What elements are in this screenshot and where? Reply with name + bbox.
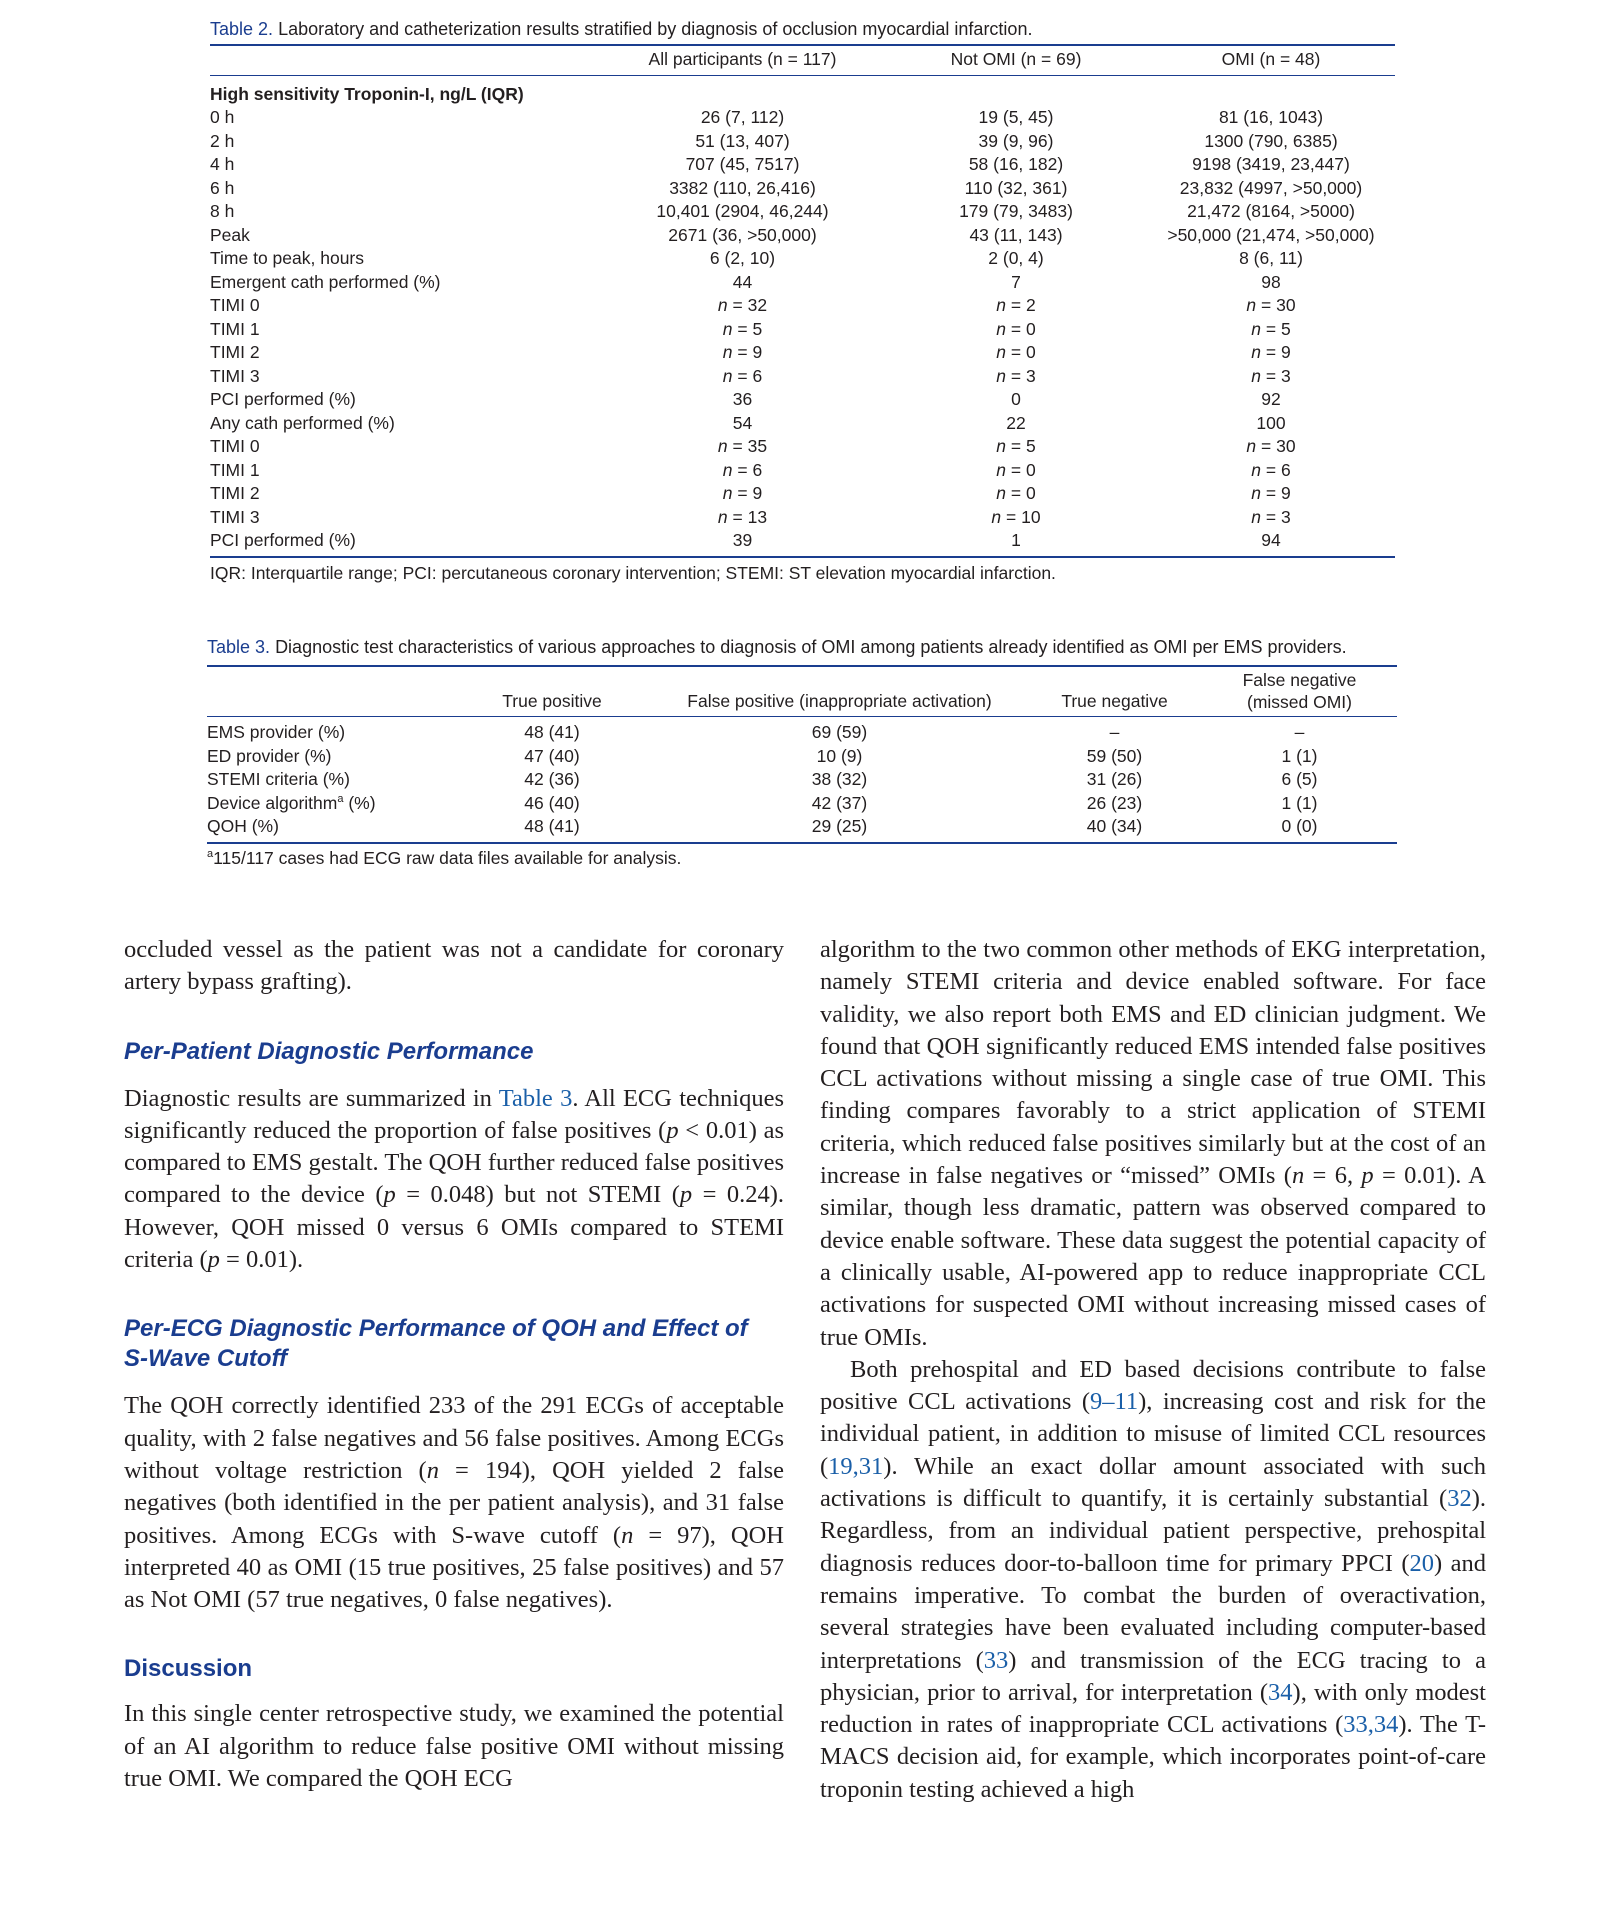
- text-run: ), increasing cost and risk for the individual patient, in addition to misuse of limited CCL resources (: [820, 1388, 1486, 1480]
- table2-cell: 98: [1261, 271, 1281, 292]
- table2-cell: 23,832 (4997, >50,000): [1179, 177, 1363, 198]
- table2-row: [210, 412, 1395, 436]
- table3-cell: 38 (32): [811, 769, 868, 789]
- table2-section-title: High sensitivity Troponin-I, ng/L (IQR): [210, 83, 524, 104]
- right-paragraph-2: [820, 1354, 1486, 1806]
- table2-cell: n = 3: [1251, 365, 1291, 386]
- table2-cell: 2 (0, 4): [988, 248, 1044, 268]
- table2-row: [210, 318, 1395, 342]
- table3-row-label-suffix: (%): [343, 792, 376, 813]
- table2-cell: n = 32: [717, 295, 768, 315]
- table2-cell: 92: [1261, 389, 1281, 409]
- table2-caption-text: Laboratory and catheterization results stratified by diagnosis of occlusion myocardial infarction.: [278, 19, 1033, 39]
- text-run: < 0.01) as compared to EMS gestalt. The QOH further reduced false positives compared to the device (: [124, 1116, 784, 1209]
- citation-link[interactable]: 19,31: [828, 1452, 884, 1480]
- table2-cell: n = 2: [996, 295, 1036, 315]
- table3-cell: 69 (59): [811, 722, 868, 742]
- table2-row: [210, 130, 1395, 154]
- text-run: = 0.01).: [219, 1246, 304, 1274]
- table2-cell: n = 30: [1246, 295, 1296, 315]
- table3-caption: [207, 636, 1397, 659]
- table2-row: [210, 459, 1395, 483]
- table3-cell: 46 (40): [524, 792, 580, 813]
- table2-row-label: 2 h: [210, 130, 235, 151]
- citation-link[interactable]: 34: [1268, 1678, 1293, 1706]
- table2-cell: 36: [732, 389, 753, 409]
- citation-link[interactable]: 33,34: [1343, 1711, 1399, 1739]
- table3-row: [207, 815, 1397, 842]
- table3-cell: 1 (1): [1281, 792, 1318, 813]
- table3-caption-text: Diagnostic test characteristics of various approaches to diagnosis of OMI among patients already identified as OMI per EMS providers.: [275, 637, 1347, 657]
- table2-cell: n = 3: [996, 365, 1036, 386]
- text-run: ) and transmission of the ECG tracing to a physician, prior to arrival, for interpretation (: [820, 1646, 1486, 1706]
- table2-row: [210, 435, 1395, 459]
- table3-row: [207, 792, 1397, 816]
- table2-cell: 54: [732, 412, 753, 433]
- table3-header-false-negative-line2: (missed OMI): [1247, 692, 1352, 712]
- table2-cell: 3382 (110, 26,416): [669, 177, 816, 198]
- table3-cell: 59 (50): [1086, 745, 1143, 766]
- table2-row: [210, 271, 1395, 295]
- table2-cell: 94: [1261, 530, 1281, 550]
- table3-footnote: [207, 842, 1397, 870]
- table2-row: [210, 177, 1395, 201]
- table2-row-label: Peak: [210, 224, 250, 245]
- var-n: n: [1291, 1162, 1305, 1190]
- table3-footnote-ref: a: [337, 792, 344, 805]
- table2-cell: n = 5: [1251, 318, 1291, 339]
- table2-cell: 44: [732, 271, 753, 292]
- table2-header-all: All participants (n = 117): [600, 45, 885, 75]
- table2-row-label: TIMI 0: [210, 436, 260, 456]
- table2-caption: [210, 18, 1395, 41]
- table2-cell: n = 13: [717, 506, 768, 527]
- table2-cell: 9198 (3419, 23,447): [1192, 154, 1350, 174]
- table2-cell: 110 (32, 361): [964, 177, 1068, 198]
- table2-row: [210, 247, 1395, 271]
- text-run: = 194), QOH yielded 2 false negatives (both identified in the per patient analysis), and 31 false positives. Among ECGs with S-wave cutoff (: [124, 1456, 784, 1549]
- table3-row-label: ED provider (%): [207, 745, 332, 766]
- var-p: p: [383, 1181, 396, 1209]
- table2-row-label: Emergent cath performed (%): [210, 271, 441, 292]
- left-column: [124, 934, 784, 1795]
- table3-label: Table 3.: [207, 637, 271, 657]
- table2-cell: n = 0: [996, 483, 1036, 503]
- table3-row: [207, 745, 1397, 769]
- table2-row-label: Any cath performed (%): [210, 412, 395, 433]
- table2-cell: 21,472 (8164, >5000): [1187, 201, 1355, 221]
- table2-row: [210, 200, 1395, 224]
- table3-header-true-negative: True negative: [1027, 666, 1202, 717]
- table2-row-label: 6 h: [210, 177, 235, 198]
- table2-cell: n = 10: [991, 506, 1041, 527]
- table3-row-label: [207, 792, 452, 816]
- left-paragraph-2: [124, 1390, 784, 1616]
- table2-cell: 1300 (790, 6385): [1204, 130, 1338, 151]
- table2-cell: 19 (5, 45): [978, 107, 1054, 127]
- table2-cell: n = 9: [1251, 342, 1291, 362]
- table3-cell: 6 (5): [1281, 769, 1318, 789]
- var-p: p: [679, 1181, 693, 1209]
- text-run: ), with only modest reduction in rates of inappropriate CCL activations (: [820, 1678, 1486, 1739]
- table2-cell: 0: [1011, 389, 1021, 409]
- table3-grid: [207, 665, 1397, 842]
- right-paragraph-1: [820, 934, 1486, 1354]
- table3-row-label: STEMI criteria (%): [207, 769, 350, 789]
- table2-row: [210, 106, 1395, 130]
- text-run: = 97), QOH interpreted 40 as OMI (15 true positives, 25 false positives) and 57 as Not OMI (57 true negatives, 0 false negatives).: [124, 1521, 785, 1614]
- table3-row-label: EMS provider (%): [207, 722, 346, 742]
- table2-label: Table 2.: [210, 19, 274, 39]
- table2-row-label: TIMI 3: [210, 506, 260, 527]
- link-table-3[interactable]: Table 3: [498, 1084, 573, 1112]
- table2-row: [210, 482, 1395, 506]
- table3-cell: 40 (34): [1086, 816, 1143, 836]
- table2-cell: 1: [1011, 530, 1021, 550]
- section-heading-per-ecg: Per-ECG Diagnostic Performance of QOH and Effect of S-Wave Cutoff: [124, 1315, 748, 1373]
- table2-row-label: 4 h: [210, 154, 235, 174]
- text-run: ) and remains imperative. To combat the burden of overactivation, several strategies have been evaluated including computer-based interpretations (: [820, 1549, 1486, 1674]
- table2-row-label: PCI performed (%): [210, 530, 356, 550]
- text-run: The QOH correctly identified 233 of the 291 ECGs of acceptable quality, with 2 false negatives and 56 false positives. Among ECGs without voltage restriction (: [124, 1392, 784, 1484]
- table2-row-label: Time to peak, hours: [210, 248, 365, 268]
- table2-cell: n = 0: [996, 342, 1036, 362]
- table3-footnote-marker: a: [207, 847, 214, 860]
- table2-cell: n = 3: [1251, 506, 1291, 527]
- table2: [210, 18, 1395, 585]
- table2-cell: 39 (9, 96): [978, 130, 1054, 151]
- table3-cell: 29 (25): [811, 816, 868, 836]
- section-heading-per-patient: Per-Patient Diagnostic Performance: [124, 1037, 534, 1065]
- table2-cell: 6 (2, 10): [709, 248, 776, 268]
- table2-cell: n = 35: [717, 436, 768, 456]
- table2-row-label: TIMI 0: [210, 295, 260, 315]
- table2-row: [210, 365, 1395, 389]
- table2-row-label: TIMI 2: [210, 342, 260, 362]
- table2-row-label: TIMI 3: [210, 365, 260, 386]
- table2-row: [210, 341, 1395, 365]
- table2-row: [210, 388, 1395, 412]
- table2-footnote: IQR: Interquartile range; PCI: percutaneous coronary intervention; STEMI: ST elevation myocardial infarction.: [210, 556, 1395, 585]
- table2-cell: 179 (79, 3483): [959, 201, 1073, 221]
- table2-row: [210, 506, 1395, 530]
- table2-cell: n = 6: [722, 459, 763, 480]
- table2-cell: n = 9: [722, 342, 763, 362]
- table2-row-label: PCI performed (%): [210, 389, 356, 409]
- table2-cell: 81 (16, 1043): [1218, 107, 1324, 127]
- table3-cell: 48 (41): [524, 816, 580, 836]
- table2-cell: n = 6: [1251, 459, 1291, 480]
- table3-cell: 1 (1): [1281, 745, 1318, 766]
- table2-cell: n = 9: [1251, 483, 1291, 503]
- text-run: = 0.01). A similar, though less dramatic, pattern was observed compared to device enable software. These data suggest the potential capacity of a clinically usable, AI-powered app to reduce inappropriate CCL activations for suspected OMI without increasing missed cases of true OMIs.: [820, 1162, 1486, 1351]
- table2-grid: [210, 44, 1395, 556]
- table2-cell: n = 0: [996, 318, 1036, 339]
- text-run: . All ECG techniques significantly reduced the proportion of false positives (: [124, 1084, 784, 1144]
- table3-cell: –: [1109, 722, 1120, 742]
- var-p: p: [207, 1246, 220, 1274]
- table3-cell: 42 (37): [811, 792, 868, 813]
- text-run: Both prehospital and ED based decisions contribute to false positive CCL activations (: [820, 1355, 1486, 1416]
- table2-cell: 10,401 (2904, 46,244): [656, 201, 829, 221]
- table2-cell: 7: [1011, 271, 1021, 292]
- table2-row: [210, 224, 1395, 248]
- table2-cell: n = 6: [722, 365, 763, 386]
- citation-link[interactable]: 20: [1409, 1549, 1434, 1577]
- table2-cell: n = 0: [996, 459, 1036, 480]
- table3-cell: 26 (23): [1086, 792, 1143, 813]
- table3-cell: –: [1294, 722, 1305, 742]
- table2-row-label: 8 h: [210, 201, 235, 221]
- table3-cell: 0 (0): [1281, 816, 1318, 836]
- var-p: p: [1361, 1162, 1374, 1190]
- table3-cell: 10 (9): [816, 745, 863, 766]
- table2-cell: n = 30: [1246, 436, 1296, 456]
- table2-cell: 8 (6, 11): [1239, 248, 1303, 268]
- table2-cell: 22: [1006, 412, 1026, 433]
- table3-header-false-negative-line1: False negative: [1242, 670, 1357, 690]
- table3-cell: 48 (41): [524, 722, 580, 742]
- table2-cell: 2671 (36, >50,000): [668, 224, 817, 245]
- text-run: = 0.048) but not STEMI (: [395, 1181, 680, 1209]
- table2-cell: >50,000 (21,474, >50,000): [1167, 224, 1375, 245]
- table2-row-label: 0 h: [210, 107, 235, 127]
- table2-cell: 26 (7, 112): [700, 107, 785, 127]
- citation-link[interactable]: 33: [983, 1646, 1009, 1674]
- left-paragraph-3: In this single center retrospective study, we examined the potential of an AI algorithm to reduce false positive OMI without missing true OMI. We compared the QOH ECG: [124, 1700, 784, 1793]
- table2-cell: 707 (45, 7517): [685, 154, 800, 174]
- table2-row-label: TIMI 1: [210, 459, 260, 480]
- text-run: ). While an exact dollar amount associated with such activations is difficult to quantify, it is certainly substantial (: [820, 1452, 1486, 1513]
- text-run: ). The T-MACS decision aid, for example, which incorporates point-of-care troponin testing achieved a high: [820, 1711, 1486, 1803]
- table3-header-false-positive: False positive (inappropriate activation): [652, 666, 1027, 717]
- table2-cell: 100: [1256, 412, 1286, 433]
- table3-row-label: QOH (%): [207, 816, 279, 836]
- text-run: = 6,: [1304, 1162, 1362, 1190]
- table2-row-label: TIMI 1: [210, 318, 260, 339]
- var-n: n: [621, 1521, 634, 1549]
- table3-row: [207, 768, 1397, 792]
- table2-row: [210, 153, 1395, 177]
- citation-link[interactable]: 9–11: [1090, 1388, 1139, 1416]
- table2-cell: n = 5: [996, 436, 1036, 456]
- table3: [207, 636, 1397, 870]
- table3-header-false-negative: [1202, 666, 1397, 717]
- table2-cell: n = 9: [722, 483, 763, 503]
- table3-header-true-positive: True positive: [452, 666, 652, 717]
- table2-header-omi: OMI (n = 48): [1147, 45, 1395, 75]
- table2-row-label: TIMI 2: [210, 483, 260, 503]
- section-heading-discussion: Discussion: [124, 1655, 253, 1683]
- table3-row: [207, 717, 1397, 745]
- text-run: algorithm to the two common other methods of EKG interpretation, namely STEMI criteria and device enabled software. For face validity, we also report both EMS and ED clinician judgment. We found that QOH significantly reduced EMS intended false positives CCL activations without missing a single case of true OMI. This finding compares favorably to a strict application of STEMI criteria, which reduced false positives similarly but at the cost of an increase in false negatives or “missed” OMIs (: [820, 936, 1486, 1190]
- table2-cell: 58 (16, 182): [968, 154, 1064, 174]
- table2-row: [210, 529, 1395, 556]
- left-paragraph-0: occluded vessel as the patient was not a candidate for coronary artery bypass grafting).: [124, 936, 784, 996]
- table3-footnote-text: 115/117 cases had ECG raw data files available for analysis.: [213, 847, 682, 868]
- text-run: ). Regardless, from an individual patient perspective, prehospital diagnosis reduces door-to-balloon time for primary PPCI (: [820, 1485, 1486, 1577]
- right-column: [820, 934, 1486, 1806]
- var-n: n: [426, 1456, 439, 1484]
- text-run: = 0.24). However, QOH missed 0 versus 6 OMIs compared to STEMI criteria (: [124, 1181, 784, 1274]
- table2-row: [210, 294, 1395, 318]
- table2-cell: n = 5: [722, 318, 763, 339]
- var-p: p: [666, 1116, 679, 1144]
- table2-cell: 43 (11, 143): [969, 224, 1063, 245]
- table3-cell: 31 (26): [1086, 769, 1143, 789]
- table2-cell: 51 (13, 407): [695, 130, 790, 151]
- table2-header-not-omi: Not OMI (n = 69): [885, 45, 1147, 75]
- table3-cell: 47 (40): [524, 745, 580, 766]
- citation-link[interactable]: 32: [1447, 1485, 1472, 1513]
- table3-cell: 42 (36): [524, 769, 580, 789]
- text-run: Diagnostic results are summarized in: [124, 1084, 499, 1112]
- table3-row-label-text: Device algorithm: [207, 792, 338, 813]
- left-paragraph-1: [124, 1083, 784, 1277]
- table2-cell: 39: [732, 530, 753, 550]
